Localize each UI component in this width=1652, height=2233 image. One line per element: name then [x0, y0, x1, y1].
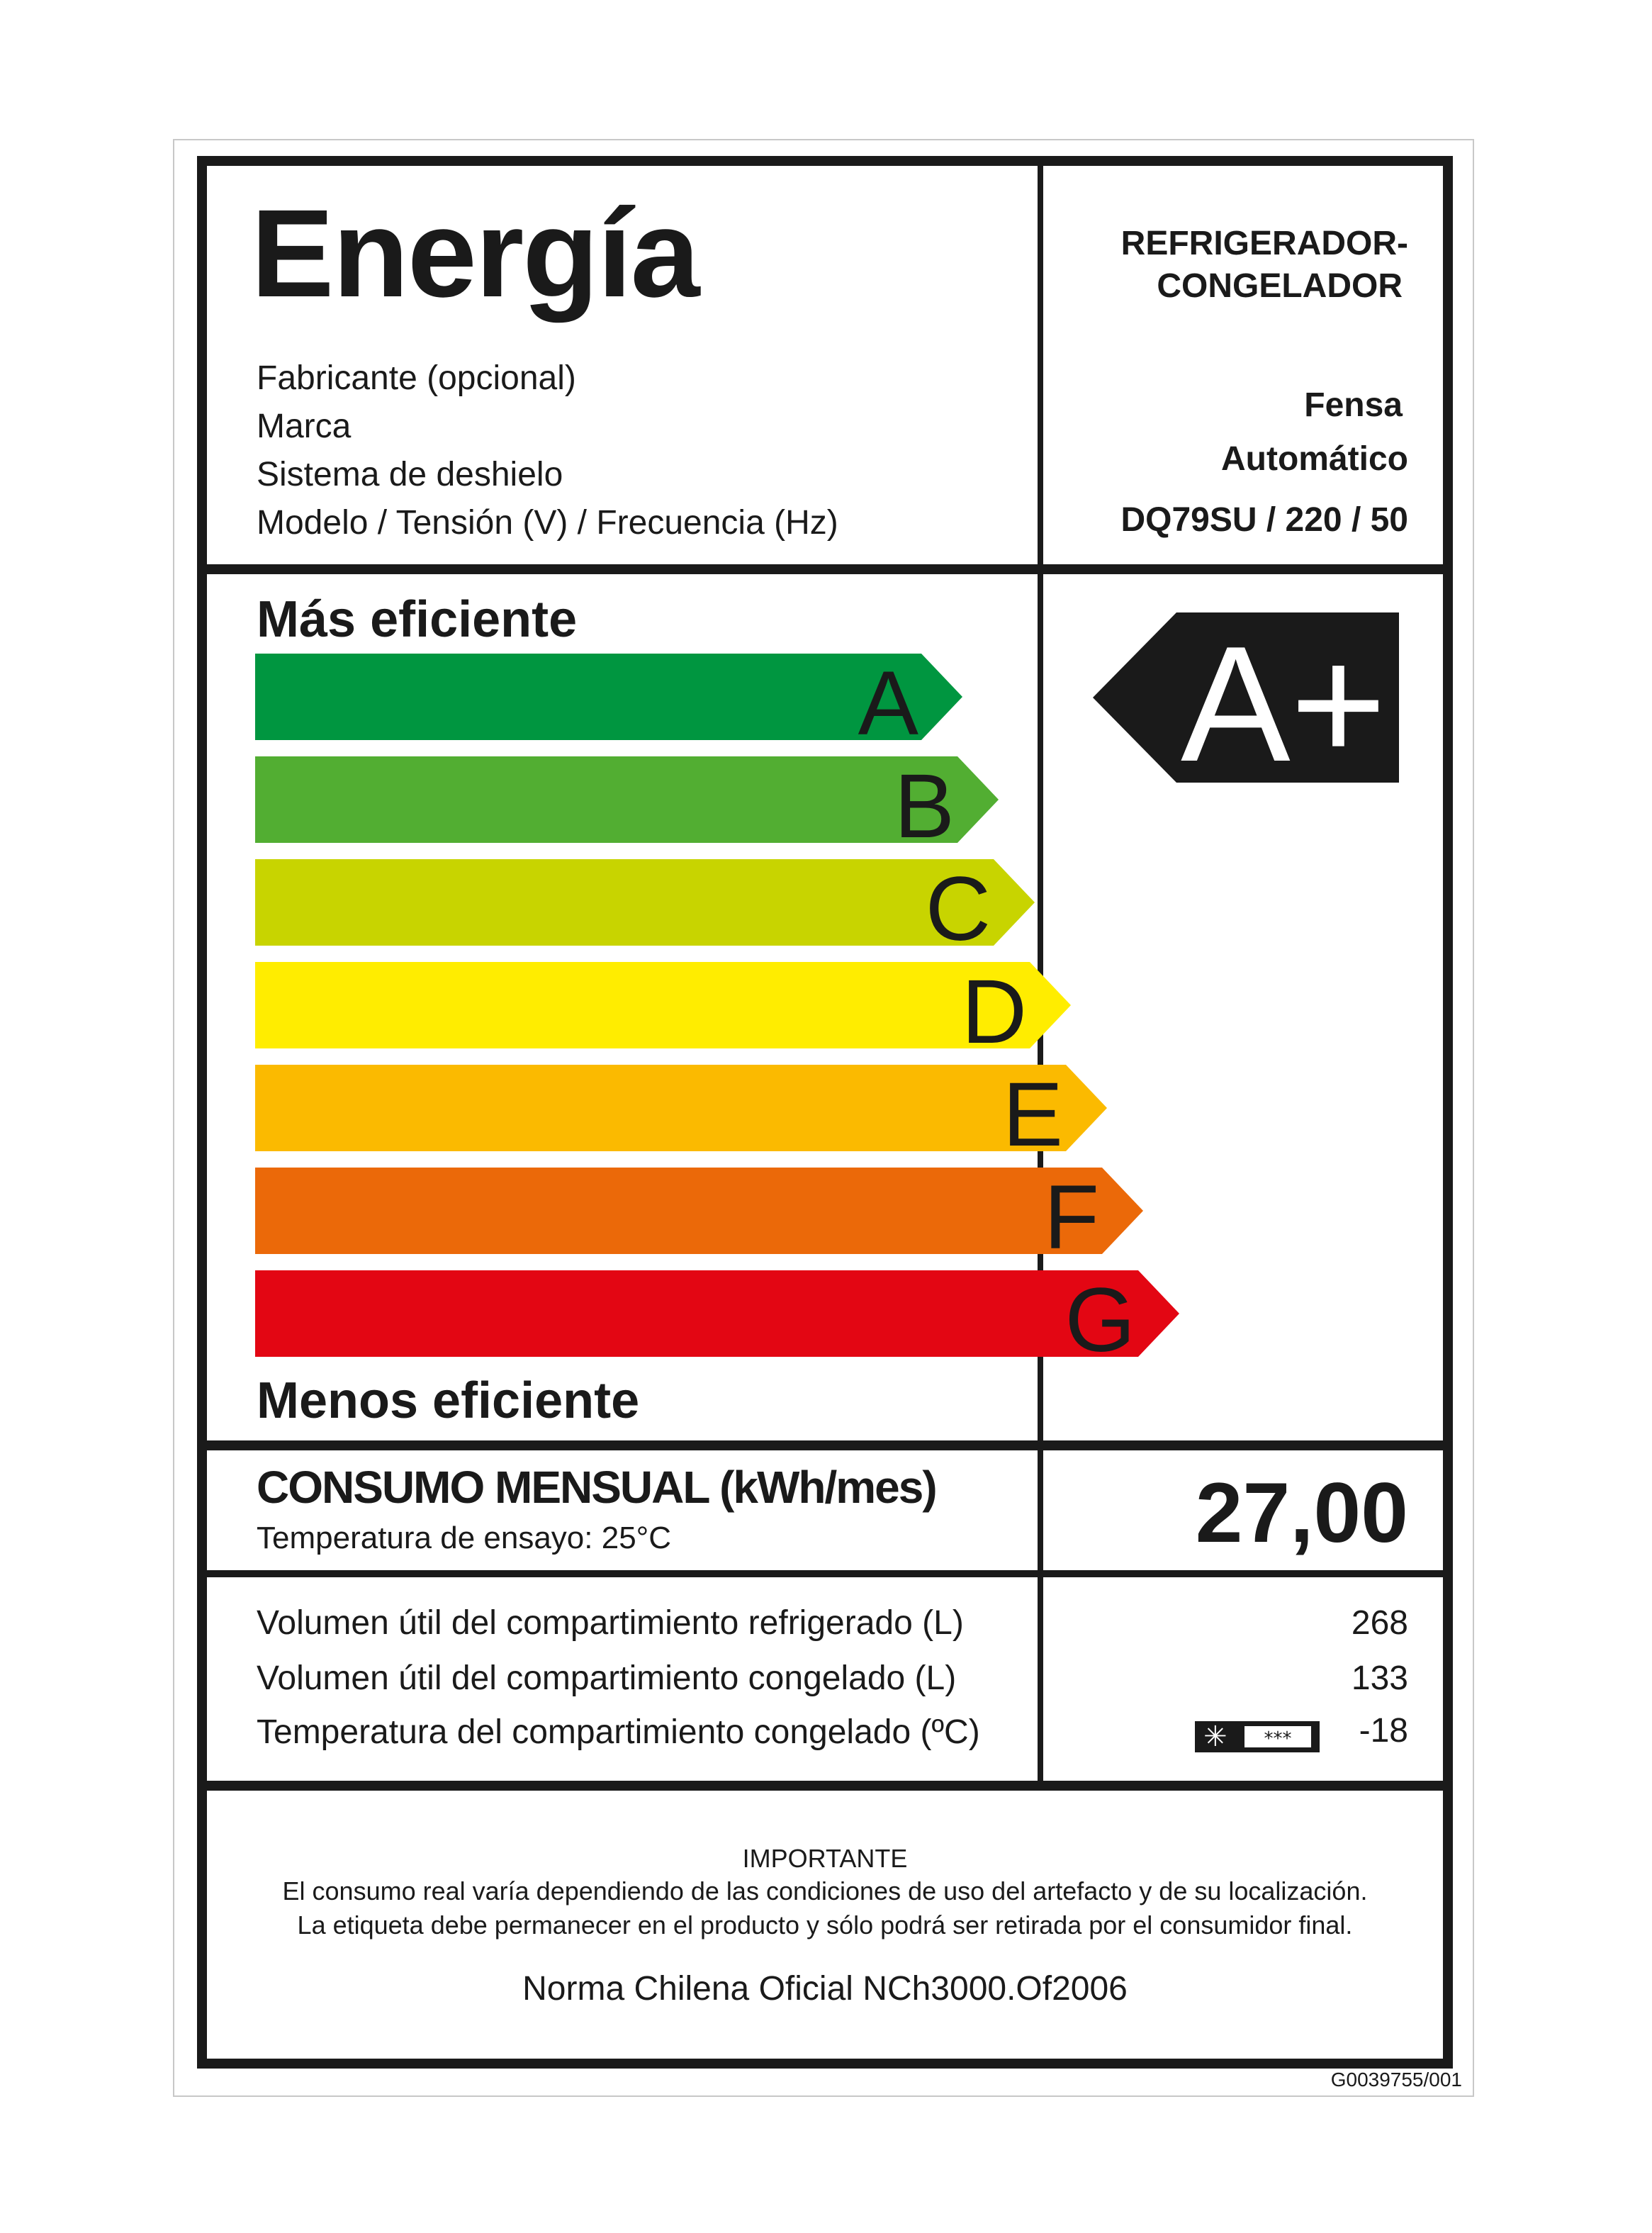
notice-line1: El consumo real varía dependiendo de las condiciones de uso del artefacto y de su localización.	[282, 1876, 1368, 1905]
efficiency-letter-f: F	[1043, 1167, 1099, 1268]
scale-bottom-label: Menos eficiente	[257, 1372, 640, 1429]
norm-reference: Norma Chilena Oficial NCh3000.Of2006	[522, 1970, 1128, 2008]
spec-label-refrigerated: Volumen útil del compartimiento refrigerado (L)	[257, 1604, 964, 1642]
efficiency-letter-e: E	[1002, 1064, 1063, 1165]
page-title: Energía	[251, 184, 699, 323]
efficiency-bar-g	[255, 1270, 1179, 1357]
spec-label-frozen: Volumen útil del compartimiento congelado (L)	[257, 1660, 957, 1697]
snowflake-icon: ✳	[1203, 1720, 1227, 1753]
appliance-type-line1: REFRIGERADOR-	[1120, 225, 1408, 262]
efficiency-letter-c: C	[925, 858, 991, 960]
efficiency-bar-c	[255, 859, 1035, 946]
efficiency-letter-b: B	[894, 756, 955, 857]
efficiency-bar-e	[255, 1065, 1107, 1151]
label-defrost: Sistema de deshielo	[257, 456, 563, 493]
scale-top-label: Más eficiente	[257, 591, 578, 648]
rating-arrow	[1093, 612, 1399, 796]
star-rating-box: ***	[1244, 1726, 1311, 1747]
efficiency-letter-a: A	[858, 653, 918, 754]
spec-value-frozen: 133	[1351, 1660, 1408, 1697]
spec-value-refrigerated: 268	[1351, 1604, 1408, 1642]
spec-label-freezer-temp: Temperatura del compartimiento congelado (ºC)	[257, 1713, 980, 1751]
test-temperature: Temperatura de ensayo: 25°C	[257, 1521, 672, 1555]
defrost-value: Automático	[1221, 440, 1408, 478]
efficiency-bar-a	[255, 654, 962, 740]
label-brand: Marca	[257, 408, 352, 445]
notice-heading: IMPORTANTE	[742, 1844, 908, 1873]
efficiency-letter-g: G	[1064, 1270, 1135, 1371]
footer-code: G0039755/001	[1330, 2069, 1462, 2091]
consumption-value: 27,00	[1195, 1465, 1408, 1560]
efficiency-bar-b	[255, 756, 999, 843]
appliance-type-line2: CONGELADOR	[1157, 267, 1403, 305]
efficiency-bar-f	[255, 1168, 1143, 1254]
notice-line2: La etiqueta debe permanecer en el producto y sólo podrá ser retirada por el consumidor final.	[297, 1910, 1353, 1940]
spec-value-freezer-temp: -18	[1359, 1712, 1408, 1750]
consumption-label: CONSUMO MENSUAL (kWh/mes)	[257, 1462, 936, 1513]
freezer-star-icon	[1195, 1721, 1320, 1752]
efficiency-bar-d	[255, 962, 1071, 1048]
label-model: Modelo / Tensión (V) / Frecuencia (Hz)	[257, 504, 838, 542]
rating-arrow-label: A+	[1181, 612, 1387, 796]
model-value: DQ79SU / 220 / 50	[1120, 501, 1408, 539]
brand-value: Fensa	[1304, 386, 1403, 424]
label-manufacturer: Fabricante (opcional)	[257, 359, 576, 397]
efficiency-letter-d: D	[961, 961, 1027, 1063]
